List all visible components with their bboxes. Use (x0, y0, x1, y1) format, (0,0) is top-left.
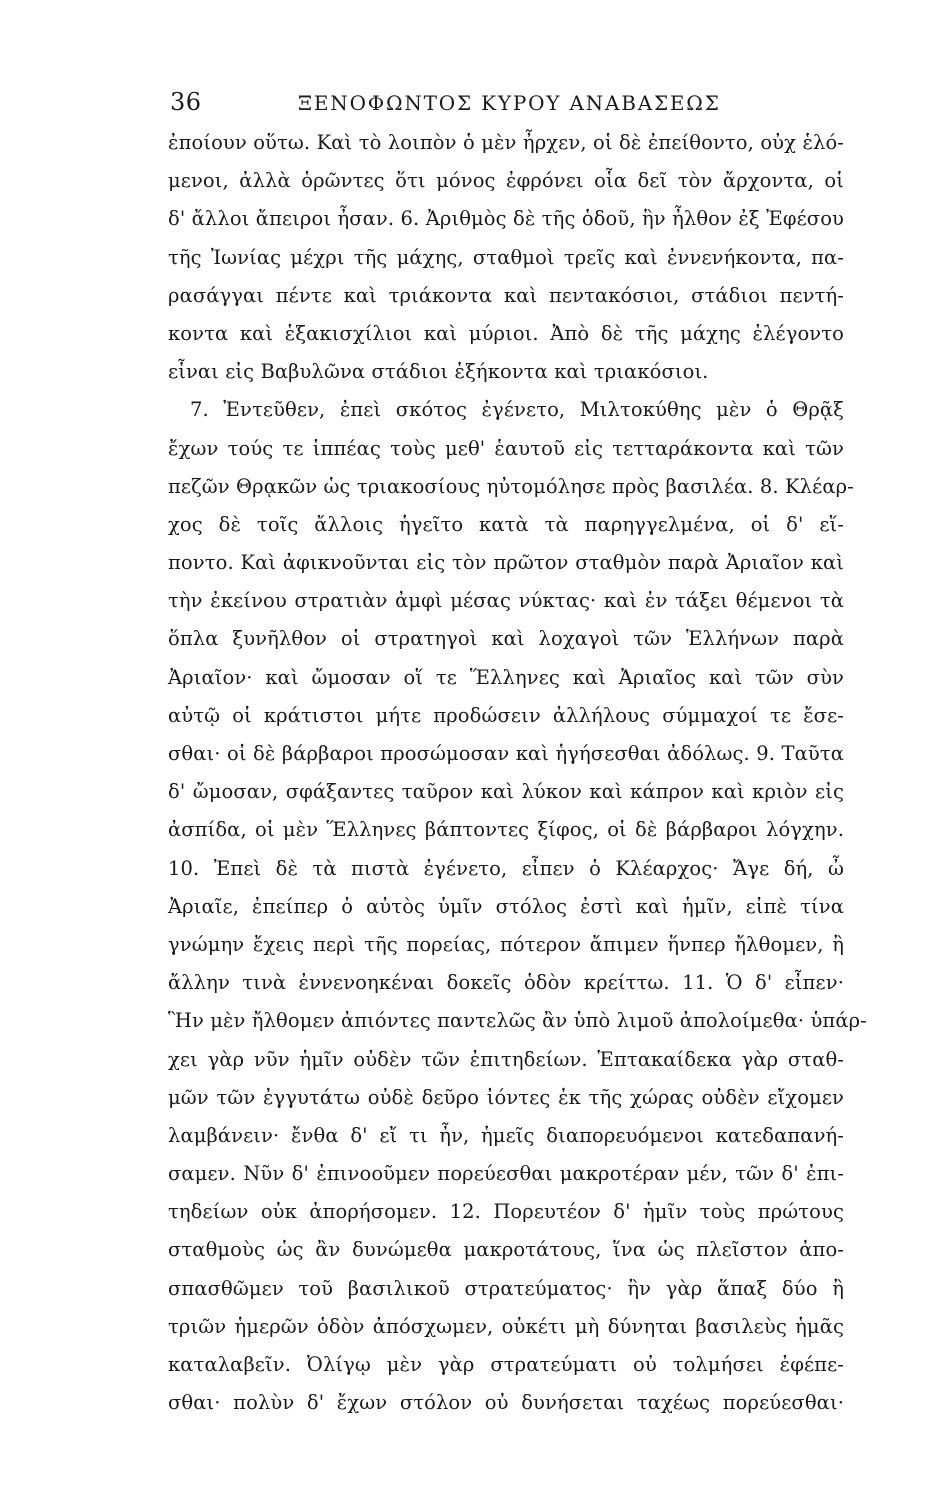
text-line: γνώμην ἔχεις περὶ τῆς πορείας, πότερον ἄπιμεν ἥνπερ ἤλθομεν, ἢ (168, 932, 844, 956)
text-line: δ' ἄλλοι ἄπειροι ἦσαν. 6. Ἀριθμὸς δὲ τῆς ὁδοῦ, ἣν ἦλθον ἐξ Ἐφέσου (168, 207, 844, 231)
text-line: σθαι· πολὺν δ' ἔχων στόλον οὐ δυνήσεται ταχέως πορεύεσθαι· (168, 1391, 844, 1415)
text-line: καταλαβεῖν. Ὀλίγῳ μὲν γὰρ στρατεύματι οὐ τολμήσει ἐφέπε- (168, 1353, 844, 1376)
text-line: ρασάγγαι πέντε καὶ τριάκοντα καὶ πεντακόσιοι, στάδιοι πεντή- (168, 283, 844, 307)
text-line: σπασθῶμεν τοῦ βασιλικοῦ στρατεύματος· ἢν γὰρ ἅπαξ δύο ἢ (168, 1276, 844, 1300)
body-text (168, 124, 867, 1422)
page-number: 36 (170, 88, 202, 116)
text-line: εἶναι εἰς Βαβυλῶνα στάδιοι ἑξήκοντα καὶ τριακόσιοι. (168, 360, 709, 384)
text-line: ἀσπίδα, οἱ μὲν Ἕλληνες βάπτοντες ξίφος, οἱ δὲ βάρβαροι λόγχην. (168, 818, 844, 842)
text-line: δ' ὤμοσαν, σφάξαντες ταῦρον καὶ λύκον καὶ κάπρον καὶ κριὸν εἰς (168, 780, 844, 804)
text-line: σταθμοὺς ὡς ἂν δυνώμεθα μακροτάτους, ἵνα ὡς πλεῖστον ἀπο- (168, 1238, 844, 1262)
text-line: τὴν ἐκείνου στρατιὰν ἀμφὶ μέσας νύκτας· καὶ ἐν τάξει θέμενοι τὰ (168, 589, 844, 613)
text-line: ἐποίουν οὕτω. Καὶ τὸ λοιπὸν ὁ μὲν ἦρχεν, οἱ δὲ ἐπείθοντο, οὐχ ἑλό- (168, 131, 844, 154)
text-line: αὐτῷ οἱ κράτιστοι μήτε προδώσειν ἀλλήλους σύμμαχοί τε ἔσε- (168, 703, 844, 727)
text-line: 10. Ἐπεὶ δὲ τὰ πιστὰ ἐγένετο, εἶπεν ὁ Κλέαρχος· Ἄγε δή, ὦ (168, 856, 844, 880)
text-line: ὅπλα ξυνῆλθον οἱ στρατηγοὶ καὶ λοχαγοὶ τῶν Ἑλλήνων παρὰ (168, 627, 844, 651)
text-line: μῶν τῶν ἐγγυτάτω οὐδὲ δεῦρο ἰόντες ἐκ τῆς χώρας οὐδὲν εἴχομεν (168, 1085, 844, 1109)
text-line: ἔχων τούς τε ἱππέας τοὺς μεθ' ἑαυτοῦ εἰς τετταράκοντα καὶ τῶν (168, 436, 844, 460)
text-line: ἄλλην τινὰ ἐννενοηκέναι δοκεῖς ὁδὸν κρείττω. 11. Ὁ δ' εἶπεν· (168, 971, 844, 995)
text-line: μενοι, ἀλλὰ ὁρῶντες ὅτι μόνος ἐφρόνει οἷα δεῖ τὸν ἄρχοντα, οἱ (168, 169, 844, 193)
text-line: σθαι· οἱ δὲ βάρβαροι προσώμοσαν καὶ ἡγήσεσθαι ἀδόλως. 9. Ταῦτα (168, 742, 844, 765)
text-line: σαμεν. Νῦν δ' ἐπινοοῦμεν πορεύεσθαι μακροτέραν μέν, τῶν δ' ἐπι- (168, 1162, 844, 1186)
text-line: Ἀριαῖε, ἐπείπερ ὁ αὐτὸς ὑμῖν στόλος ἐστὶ καὶ ἡμῖν, εἰπὲ τίνα (168, 894, 844, 918)
text-line: κοντα καὶ ἑξακισχίλιοι καὶ μύριοι. Ἀπὸ δὲ τῆς μάχης ἐλέγοντο (168, 321, 844, 345)
text-line: λαμβάνειν· ἔνθα δ' εἴ τι ἦν, ἡμεῖς διαπορευόμενοι κατεδαπανή- (168, 1123, 844, 1147)
text-line: τῆς Ἰωνίας μέχρι τῆς μάχης, σταθμοὶ τρεῖς καὶ ἐννενήκοντα, πα- (168, 245, 844, 269)
running-title: ΞΕΝΟΦΩΝΤΟΣ ΚΥΡΟΥ ΑΝΑΒΑΣΕΩΣ (298, 91, 721, 115)
text-line: Ἣν μὲν ἤλθομεν ἀπιόντες παντελῶς ἂν ὑπὸ λιμοῦ ἀπολοίμεθα· ὑπάρ- (168, 1009, 867, 1033)
text-line: πεζῶν Θρᾳκῶν ὡς τριακοσίους ηὐτομόλησε πρὸς βασιλέα. 8. Κλέαρ- (168, 474, 854, 498)
text-line: ποντο. Καὶ ἀφικνοῦνται εἰς τὸν πρῶτον σταθμὸν παρὰ Ἀριαῖον καὶ (168, 551, 844, 575)
text-line: Ἀριαῖον· καὶ ὤμοσαν οἵ τε Ἕλληνες καὶ Ἀριαῖος καὶ τῶν σὺν (168, 665, 844, 689)
text-line: χος δὲ τοῖς ἄλλοις ἡγεῖτο κατὰ τὰ παρηγγελμένα, οἱ δ' εἵ- (168, 512, 844, 536)
running-head (170, 88, 790, 124)
text-line: χει γὰρ νῦν ἡμῖν οὐδὲν τῶν ἐπιτηδείων. Ἑπτακαίδεκα γὰρ σταθ- (168, 1047, 844, 1071)
text-line: τριῶν ἡμερῶν ὁδὸν ἀπόσχωμεν, οὐκέτι μὴ δύνηται βασιλεὺς ἡμᾶς (168, 1314, 844, 1338)
text-line: 7. Ἐντεῦθεν, ἐπεὶ σκότος ἐγένετο, Μιλτοκύθης μὲν ὁ Θρᾷξ (190, 398, 844, 422)
text-line: τηδείων οὐκ ἀπορήσομεν. 12. Πορευτέον δ' ἡμῖν τοὺς πρώτους (168, 1200, 844, 1224)
